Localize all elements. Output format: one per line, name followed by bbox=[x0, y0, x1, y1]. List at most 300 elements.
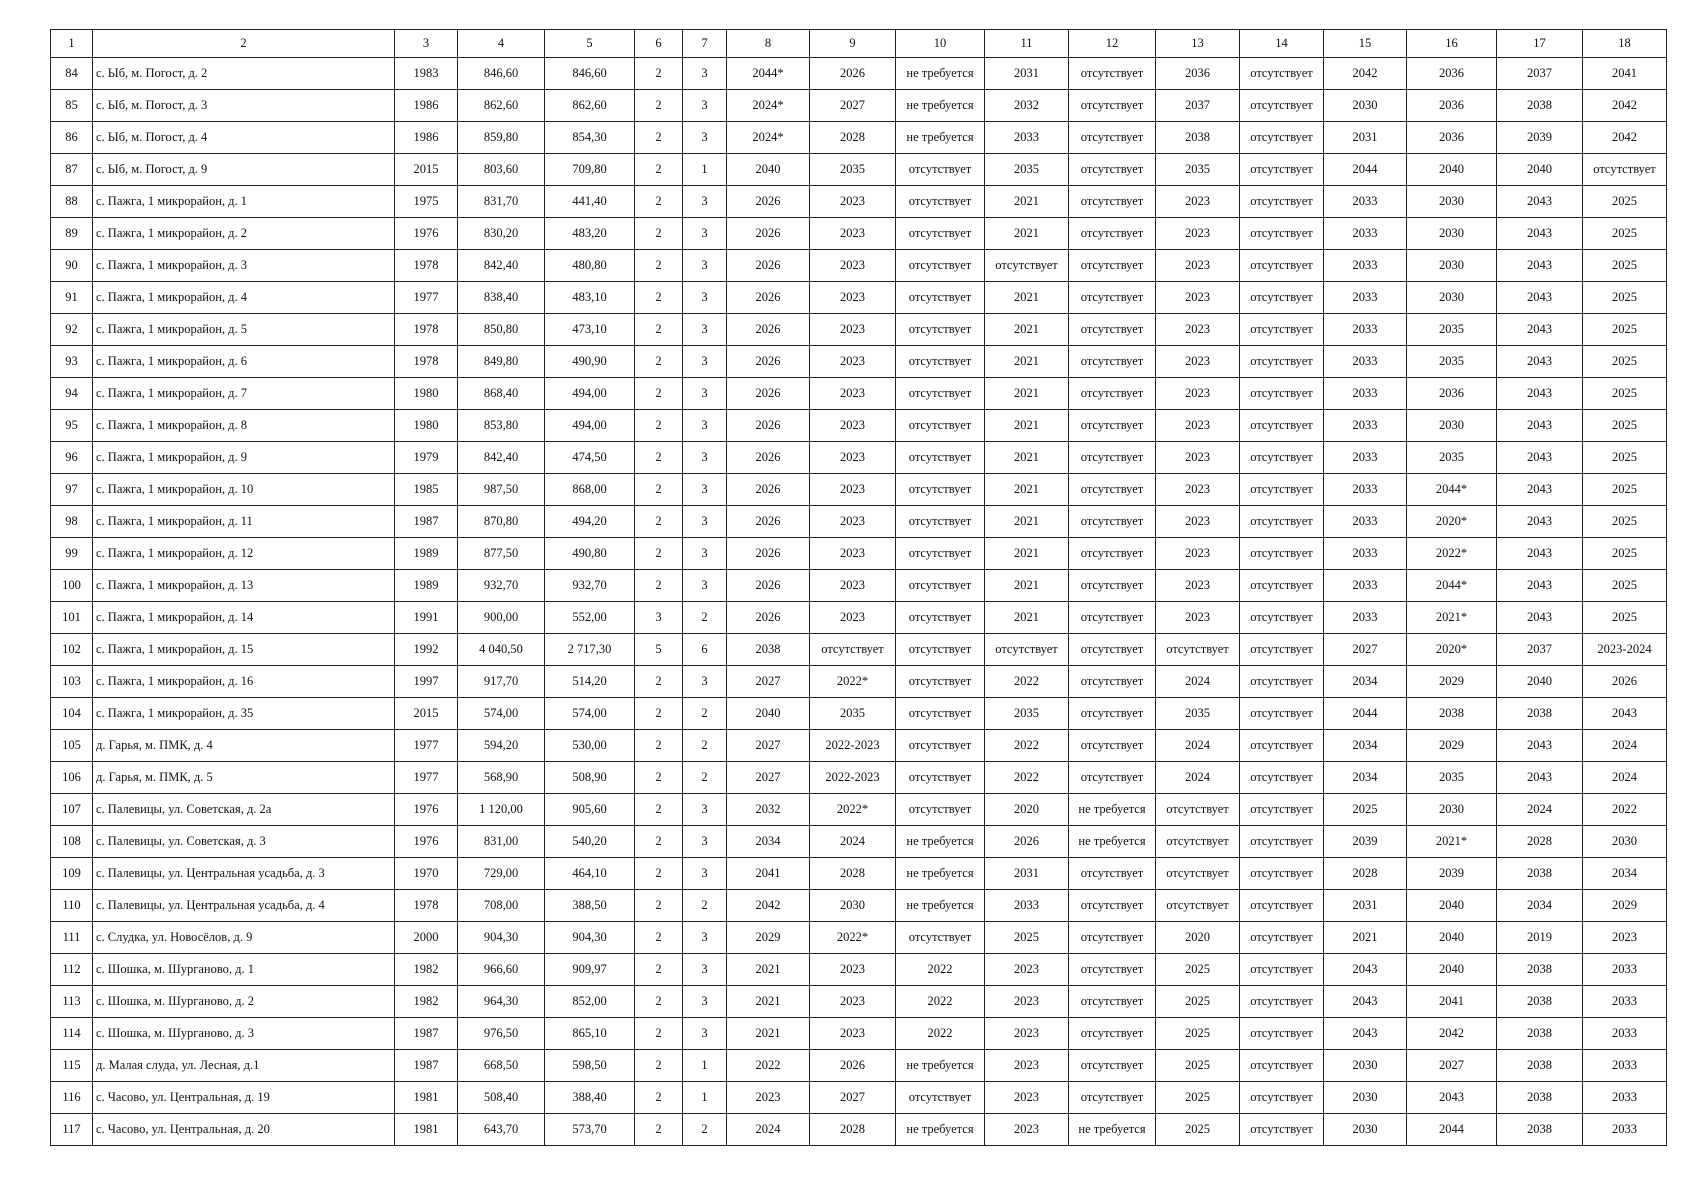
table-cell-col-7: 3 bbox=[683, 90, 727, 122]
table-cell-col-5: 574,00 bbox=[545, 698, 635, 730]
table-row bbox=[51, 442, 1667, 474]
table-cell-col-15: 2030 bbox=[1324, 90, 1407, 122]
table-row bbox=[51, 890, 1667, 922]
table-cell-col-7: 2 bbox=[683, 698, 727, 730]
table-cell-col-18: 2033 bbox=[1583, 1050, 1667, 1082]
table-cell-col-15: 2042 bbox=[1324, 58, 1407, 90]
table-cell-col-12: отсутствует bbox=[1069, 154, 1156, 186]
table-cell-col-15: 2031 bbox=[1324, 122, 1407, 154]
table-cell-col-11: 2023 bbox=[985, 1018, 1069, 1050]
table-cell-col-10: отсутствует bbox=[896, 922, 985, 954]
table-cell-col-3: 1977 bbox=[395, 282, 458, 314]
table-cell-col-10: не требуется bbox=[896, 90, 985, 122]
header-cell-col-14: 14 bbox=[1240, 30, 1324, 58]
table-cell-col-6: 2 bbox=[635, 794, 683, 826]
table-cell-col-14: отсутствует bbox=[1240, 410, 1324, 442]
table-row bbox=[51, 634, 1667, 666]
table-cell-col-15: 2043 bbox=[1324, 954, 1407, 986]
table-cell-col-13: 2025 bbox=[1156, 1018, 1240, 1050]
table-cell-col-8: 2026 bbox=[727, 186, 810, 218]
table-cell-col-15: 2043 bbox=[1324, 1018, 1407, 1050]
table-cell-col-5: 388,50 bbox=[545, 890, 635, 922]
table-cell-col-13: 2023 bbox=[1156, 538, 1240, 570]
table-cell-col-9: 2023 bbox=[810, 218, 896, 250]
table-cell-col-18: 2033 bbox=[1583, 1114, 1667, 1146]
table-cell-col-15: 2030 bbox=[1324, 1082, 1407, 1114]
table-cell-col-7: 3 bbox=[683, 1018, 727, 1050]
table-cell-col-8: 2042 bbox=[727, 890, 810, 922]
table-cell-col-12: отсутствует bbox=[1069, 858, 1156, 890]
table-cell-col-7: 3 bbox=[683, 986, 727, 1018]
table-cell-col-16: 2036 bbox=[1407, 378, 1497, 410]
table-cell-col-9: 2023 bbox=[810, 570, 896, 602]
table-cell-col-18: 2033 bbox=[1583, 1082, 1667, 1114]
table-cell-col-13: 2024 bbox=[1156, 666, 1240, 698]
table-cell-col-18: 2033 bbox=[1583, 986, 1667, 1018]
table-cell-col-5: 480,80 bbox=[545, 250, 635, 282]
table-cell-col-8: 2027 bbox=[727, 762, 810, 794]
table-cell-col-15: 2033 bbox=[1324, 378, 1407, 410]
table-cell-col-6: 2 bbox=[635, 1114, 683, 1146]
table-cell-col-17: 2024 bbox=[1497, 794, 1583, 826]
table-cell-col-7: 3 bbox=[683, 282, 727, 314]
row-number-cell: 100 bbox=[51, 570, 93, 602]
table-cell-col-10: отсутствует bbox=[896, 314, 985, 346]
table-cell-col-17: 2037 bbox=[1497, 58, 1583, 90]
table-cell-col-13: отсутствует bbox=[1156, 890, 1240, 922]
table-row bbox=[51, 666, 1667, 698]
table-cell-col-14: отсутствует bbox=[1240, 602, 1324, 634]
row-number-cell: 85 bbox=[51, 90, 93, 122]
row-number-cell: 86 bbox=[51, 122, 93, 154]
table-cell-col-8: 2026 bbox=[727, 218, 810, 250]
address-cell: с. Пажга, 1 микрорайон, д. 9 bbox=[93, 442, 395, 474]
row-number-cell: 113 bbox=[51, 986, 93, 1018]
table-cell-col-17: 2038 bbox=[1497, 90, 1583, 122]
table-cell-col-5: 388,40 bbox=[545, 1082, 635, 1114]
table-cell-col-9: 2026 bbox=[810, 1050, 896, 1082]
header-cell-col-5: 5 bbox=[545, 30, 635, 58]
table-row bbox=[51, 698, 1667, 730]
address-cell: с. Ыб, м. Погост, д. 2 bbox=[93, 58, 395, 90]
table-cell-col-10: отсутствует bbox=[896, 346, 985, 378]
table-cell-col-4: 850,80 bbox=[458, 314, 545, 346]
table-cell-col-18: 2029 bbox=[1583, 890, 1667, 922]
table-cell-col-16: 2040 bbox=[1407, 890, 1497, 922]
row-number-cell: 107 bbox=[51, 794, 93, 826]
table-cell-col-7: 3 bbox=[683, 570, 727, 602]
table-cell-col-5: 909,97 bbox=[545, 954, 635, 986]
table-cell-col-17: 2043 bbox=[1497, 346, 1583, 378]
table-cell-col-9: 2022-2023 bbox=[810, 730, 896, 762]
table-cell-col-14: отсутствует bbox=[1240, 986, 1324, 1018]
table-cell-col-11: 2021 bbox=[985, 538, 1069, 570]
table-cell-col-18: 2025 bbox=[1583, 538, 1667, 570]
table-cell-col-11: 2021 bbox=[985, 410, 1069, 442]
table-cell-col-9: 2023 bbox=[810, 314, 896, 346]
address-cell: с. Пажга, 1 микрорайон, д. 1 bbox=[93, 186, 395, 218]
table-cell-col-3: 1979 bbox=[395, 442, 458, 474]
table-cell-col-14: отсутствует bbox=[1240, 282, 1324, 314]
table-cell-col-5: 494,00 bbox=[545, 378, 635, 410]
table-cell-col-5: 490,90 bbox=[545, 346, 635, 378]
table-cell-col-9: 2023 bbox=[810, 1018, 896, 1050]
row-number-cell: 99 bbox=[51, 538, 93, 570]
table-cell-col-12: отсутствует bbox=[1069, 954, 1156, 986]
table-cell-col-16: 2029 bbox=[1407, 730, 1497, 762]
table-cell-col-4: 708,00 bbox=[458, 890, 545, 922]
table-cell-col-11: 2021 bbox=[985, 570, 1069, 602]
table-cell-col-7: 3 bbox=[683, 826, 727, 858]
table-cell-col-7: 3 bbox=[683, 250, 727, 282]
table-cell-col-7: 3 bbox=[683, 954, 727, 986]
table-cell-col-8: 2029 bbox=[727, 922, 810, 954]
table-row bbox=[51, 794, 1667, 826]
table-cell-col-8: 2026 bbox=[727, 442, 810, 474]
table-cell-col-14: отсутствует bbox=[1240, 538, 1324, 570]
table-cell-col-3: 1977 bbox=[395, 762, 458, 794]
table-cell-col-14: отсутствует bbox=[1240, 762, 1324, 794]
table-cell-col-18: 2034 bbox=[1583, 858, 1667, 890]
address-cell: с. Палевицы, ул. Советская, д. 2а bbox=[93, 794, 395, 826]
table-cell-col-9: 2028 bbox=[810, 858, 896, 890]
table-cell-col-18: 2025 bbox=[1583, 506, 1667, 538]
row-number-cell: 111 bbox=[51, 922, 93, 954]
table-cell-col-16: 2030 bbox=[1407, 186, 1497, 218]
table-cell-col-7: 2 bbox=[683, 762, 727, 794]
table-cell-col-15: 2033 bbox=[1324, 410, 1407, 442]
table-cell-col-3: 1976 bbox=[395, 218, 458, 250]
table-cell-col-17: 2038 bbox=[1497, 954, 1583, 986]
table-cell-col-18: 2033 bbox=[1583, 954, 1667, 986]
table-cell-col-13: 2036 bbox=[1156, 58, 1240, 90]
table-cell-col-10: отсутствует bbox=[896, 602, 985, 634]
table-row bbox=[51, 538, 1667, 570]
table-cell-col-15: 2033 bbox=[1324, 570, 1407, 602]
table-cell-col-11: 2031 bbox=[985, 858, 1069, 890]
table-cell-col-5: 905,60 bbox=[545, 794, 635, 826]
table-cell-col-8: 2026 bbox=[727, 506, 810, 538]
address-cell: с. Пажга, 1 микрорайон, д. 6 bbox=[93, 346, 395, 378]
table-cell-col-8: 2040 bbox=[727, 698, 810, 730]
table-cell-col-18: 2025 bbox=[1583, 282, 1667, 314]
table-cell-col-14: отсутствует bbox=[1240, 186, 1324, 218]
table-cell-col-17: 2043 bbox=[1497, 442, 1583, 474]
table-cell-col-18: 2023 bbox=[1583, 922, 1667, 954]
address-cell: с. Ыб, м. Погост, д. 9 bbox=[93, 154, 395, 186]
table-cell-col-5: 530,00 bbox=[545, 730, 635, 762]
table-cell-col-13: 2035 bbox=[1156, 698, 1240, 730]
table-cell-col-6: 2 bbox=[635, 858, 683, 890]
table-cell-col-8: 2021 bbox=[727, 1018, 810, 1050]
table-cell-col-12: отсутствует bbox=[1069, 1050, 1156, 1082]
table-cell-col-17: 2043 bbox=[1497, 282, 1583, 314]
table-cell-col-17: 2028 bbox=[1497, 826, 1583, 858]
table-cell-col-4: 966,60 bbox=[458, 954, 545, 986]
table-cell-col-10: не требуется bbox=[896, 858, 985, 890]
table-row bbox=[51, 1018, 1667, 1050]
table-cell-col-18: 2026 bbox=[1583, 666, 1667, 698]
table-cell-col-6: 2 bbox=[635, 90, 683, 122]
table-cell-col-17: 2019 bbox=[1497, 922, 1583, 954]
address-cell: с. Ыб, м. Погост, д. 3 bbox=[93, 90, 395, 122]
table-cell-col-10: не требуется bbox=[896, 122, 985, 154]
table-cell-col-3: 1981 bbox=[395, 1082, 458, 1114]
table-cell-col-3: 1983 bbox=[395, 58, 458, 90]
table-cell-col-5: 846,60 bbox=[545, 58, 635, 90]
table-cell-col-11: 2023 bbox=[985, 1050, 1069, 1082]
table-cell-col-17: 2043 bbox=[1497, 538, 1583, 570]
row-number-cell: 112 bbox=[51, 954, 93, 986]
table-cell-col-4: 668,50 bbox=[458, 1050, 545, 1082]
table-cell-col-8: 2023 bbox=[727, 1082, 810, 1114]
table-cell-col-10: отсутствует bbox=[896, 538, 985, 570]
table-cell-col-9: 2023 bbox=[810, 186, 896, 218]
header-cell-col-13: 13 bbox=[1156, 30, 1240, 58]
table-cell-col-8: 2026 bbox=[727, 538, 810, 570]
table-cell-col-14: отсутствует bbox=[1240, 570, 1324, 602]
table-cell-col-11: 2021 bbox=[985, 346, 1069, 378]
table-cell-col-18: 2024 bbox=[1583, 730, 1667, 762]
table-cell-col-15: 2033 bbox=[1324, 602, 1407, 634]
header-cell-col-2: 2 bbox=[93, 30, 395, 58]
table-cell-col-14: отсутствует bbox=[1240, 794, 1324, 826]
table-cell-col-11: 2021 bbox=[985, 218, 1069, 250]
table-cell-col-17: 2043 bbox=[1497, 506, 1583, 538]
table-cell-col-5: 709,80 bbox=[545, 154, 635, 186]
table-cell-col-6: 2 bbox=[635, 250, 683, 282]
row-number-cell: 106 bbox=[51, 762, 93, 794]
table-cell-col-18: 2025 bbox=[1583, 410, 1667, 442]
table-cell-col-6: 2 bbox=[635, 506, 683, 538]
table-cell-col-15: 2033 bbox=[1324, 218, 1407, 250]
table-row bbox=[51, 730, 1667, 762]
table-cell-col-3: 1980 bbox=[395, 378, 458, 410]
table-cell-col-10: не требуется bbox=[896, 826, 985, 858]
table-cell-col-17: 2043 bbox=[1497, 186, 1583, 218]
table-cell-col-11: 2035 bbox=[985, 698, 1069, 730]
table-cell-col-8: 2026 bbox=[727, 410, 810, 442]
table-cell-col-7: 2 bbox=[683, 602, 727, 634]
table-cell-col-10: отсутствует bbox=[896, 506, 985, 538]
table-cell-col-18: 2025 bbox=[1583, 570, 1667, 602]
table-cell-col-3: 2000 bbox=[395, 922, 458, 954]
table-cell-col-7: 3 bbox=[683, 186, 727, 218]
address-cell: с. Пажга, 1 микрорайон, д. 14 bbox=[93, 602, 395, 634]
table-cell-col-16: 2022* bbox=[1407, 538, 1497, 570]
address-cell: с. Пажга, 1 микрорайон, д. 2 bbox=[93, 218, 395, 250]
table-cell-col-6: 2 bbox=[635, 730, 683, 762]
table-cell-col-13: 2023 bbox=[1156, 602, 1240, 634]
header-cell-col-6: 6 bbox=[635, 30, 683, 58]
table-row bbox=[51, 410, 1667, 442]
header-cell-col-4: 4 bbox=[458, 30, 545, 58]
table-cell-col-9: 2023 bbox=[810, 410, 896, 442]
table-cell-col-10: не требуется bbox=[896, 890, 985, 922]
table-cell-col-4: 729,00 bbox=[458, 858, 545, 890]
table-cell-col-4: 594,20 bbox=[458, 730, 545, 762]
table-cell-col-11: 2033 bbox=[985, 122, 1069, 154]
table-cell-col-12: отсутствует bbox=[1069, 282, 1156, 314]
table-row bbox=[51, 1050, 1667, 1082]
table-cell-col-4: 859,80 bbox=[458, 122, 545, 154]
table-cell-col-13: 2025 bbox=[1156, 1050, 1240, 1082]
table-cell-col-11: 2022 bbox=[985, 762, 1069, 794]
table-cell-col-4: 900,00 bbox=[458, 602, 545, 634]
table-cell-col-14: отсутствует bbox=[1240, 90, 1324, 122]
table-cell-col-9: 2023 bbox=[810, 986, 896, 1018]
table-cell-col-6: 2 bbox=[635, 346, 683, 378]
table-cell-col-5: 508,90 bbox=[545, 762, 635, 794]
table-cell-col-12: отсутствует bbox=[1069, 698, 1156, 730]
table-cell-col-10: отсутствует bbox=[896, 698, 985, 730]
table-cell-col-16: 2027 bbox=[1407, 1050, 1497, 1082]
row-number-cell: 109 bbox=[51, 858, 93, 890]
table-cell-col-10: отсутствует bbox=[896, 570, 985, 602]
table-cell-col-3: 1987 bbox=[395, 1050, 458, 1082]
table-cell-col-13: отсутствует bbox=[1156, 794, 1240, 826]
table-cell-col-4: 831,00 bbox=[458, 826, 545, 858]
table-cell-col-10: отсутствует bbox=[896, 410, 985, 442]
table-cell-col-18: отсутствует bbox=[1583, 154, 1667, 186]
table-cell-col-17: 2043 bbox=[1497, 410, 1583, 442]
table-cell-col-10: отсутствует bbox=[896, 250, 985, 282]
table-cell-col-5: 483,20 bbox=[545, 218, 635, 250]
table-cell-col-9: 2024 bbox=[810, 826, 896, 858]
table-cell-col-8: 2038 bbox=[727, 634, 810, 666]
address-cell: с. Пажга, 1 микрорайон, д. 13 bbox=[93, 570, 395, 602]
table-cell-col-9: 2022-2023 bbox=[810, 762, 896, 794]
table-cell-col-7: 3 bbox=[683, 474, 727, 506]
table-cell-col-12: отсутствует bbox=[1069, 730, 1156, 762]
table-cell-col-14: отсутствует bbox=[1240, 346, 1324, 378]
table-cell-col-10: отсутствует bbox=[896, 794, 985, 826]
table-cell-col-16: 2043 bbox=[1407, 1082, 1497, 1114]
address-cell: с. Палевицы, ул. Советская, д. 3 bbox=[93, 826, 395, 858]
table-cell-col-7: 2 bbox=[683, 890, 727, 922]
table-cell-col-12: отсутствует bbox=[1069, 666, 1156, 698]
table-cell-col-16: 2029 bbox=[1407, 666, 1497, 698]
table-cell-col-16: 2039 bbox=[1407, 858, 1497, 890]
table-cell-col-7: 2 bbox=[683, 1114, 727, 1146]
table-cell-col-17: 2038 bbox=[1497, 858, 1583, 890]
table-cell-col-7: 1 bbox=[683, 1082, 727, 1114]
table-cell-col-13: 2023 bbox=[1156, 250, 1240, 282]
header-cell-col-17: 17 bbox=[1497, 30, 1583, 58]
table-cell-col-14: отсутствует bbox=[1240, 858, 1324, 890]
table-row bbox=[51, 986, 1667, 1018]
table-cell-col-12: отсутствует bbox=[1069, 346, 1156, 378]
table-row bbox=[51, 90, 1667, 122]
table-cell-col-12: отсутствует bbox=[1069, 602, 1156, 634]
table-cell-col-5: 865,10 bbox=[545, 1018, 635, 1050]
table-cell-col-17: 2034 bbox=[1497, 890, 1583, 922]
table-cell-col-17: 2043 bbox=[1497, 602, 1583, 634]
table-cell-col-5: 573,70 bbox=[545, 1114, 635, 1146]
address-cell: д. Гарья, м. ПМК, д. 5 bbox=[93, 762, 395, 794]
table-cell-col-17: 2038 bbox=[1497, 986, 1583, 1018]
table-cell-col-3: 1980 bbox=[395, 410, 458, 442]
table-cell-col-12: отсутствует bbox=[1069, 762, 1156, 794]
table-cell-col-4: 574,00 bbox=[458, 698, 545, 730]
table-cell-col-6: 2 bbox=[635, 762, 683, 794]
table-cell-col-6: 2 bbox=[635, 474, 683, 506]
table-cell-col-18: 2023-2024 bbox=[1583, 634, 1667, 666]
table-cell-col-9: 2023 bbox=[810, 474, 896, 506]
table-cell-col-5: 514,20 bbox=[545, 666, 635, 698]
table-cell-col-4: 568,90 bbox=[458, 762, 545, 794]
table-cell-col-15: 2044 bbox=[1324, 698, 1407, 730]
table-cell-col-14: отсутствует bbox=[1240, 1082, 1324, 1114]
table-cell-col-6: 2 bbox=[635, 442, 683, 474]
table-cell-col-8: 2024 bbox=[727, 1114, 810, 1146]
table-cell-col-3: 1982 bbox=[395, 986, 458, 1018]
table-cell-col-6: 2 bbox=[635, 666, 683, 698]
table-cell-col-5: 494,00 bbox=[545, 410, 635, 442]
table-cell-col-10: отсутствует bbox=[896, 1082, 985, 1114]
table-cell-col-3: 1975 bbox=[395, 186, 458, 218]
table-cell-col-12: отсутствует bbox=[1069, 1018, 1156, 1050]
header-cell-col-10: 10 bbox=[896, 30, 985, 58]
table-cell-col-14: отсутствует bbox=[1240, 634, 1324, 666]
table-cell-col-8: 2024* bbox=[727, 122, 810, 154]
table-cell-col-17: 2043 bbox=[1497, 730, 1583, 762]
table-cell-col-14: отсутствует bbox=[1240, 954, 1324, 986]
table-cell-col-9: 2027 bbox=[810, 1082, 896, 1114]
header-cell-col-12: 12 bbox=[1069, 30, 1156, 58]
table-cell-col-7: 3 bbox=[683, 378, 727, 410]
table-cell-col-7: 3 bbox=[683, 442, 727, 474]
table-cell-col-13: 2035 bbox=[1156, 154, 1240, 186]
table-cell-col-16: 2021* bbox=[1407, 826, 1497, 858]
table-cell-col-13: 2025 bbox=[1156, 1082, 1240, 1114]
table-cell-col-6: 2 bbox=[635, 58, 683, 90]
table-cell-col-15: 2027 bbox=[1324, 634, 1407, 666]
table-cell-col-14: отсутствует bbox=[1240, 922, 1324, 954]
table-cell-col-4: 508,40 bbox=[458, 1082, 545, 1114]
table-cell-col-5: 494,20 bbox=[545, 506, 635, 538]
table-cell-col-13: 2023 bbox=[1156, 282, 1240, 314]
table-cell-col-4: 904,30 bbox=[458, 922, 545, 954]
table-cell-col-12: отсутствует bbox=[1069, 986, 1156, 1018]
table-cell-col-16: 2030 bbox=[1407, 218, 1497, 250]
table-cell-col-11: 2020 bbox=[985, 794, 1069, 826]
address-cell: с. Шошка, м. Шурганово, д. 3 bbox=[93, 1018, 395, 1050]
address-cell: с. Пажга, 1 микрорайон, д. 11 bbox=[93, 506, 395, 538]
table-cell-col-4: 842,40 bbox=[458, 442, 545, 474]
table-cell-col-5: 473,10 bbox=[545, 314, 635, 346]
table-cell-col-16: 2036 bbox=[1407, 58, 1497, 90]
table-cell-col-8: 2026 bbox=[727, 474, 810, 506]
table-cell-col-10: 2022 bbox=[896, 954, 985, 986]
table-cell-col-9: 2023 bbox=[810, 538, 896, 570]
table-cell-col-8: 2027 bbox=[727, 730, 810, 762]
table-cell-col-15: 2043 bbox=[1324, 986, 1407, 1018]
table-cell-col-8: 2026 bbox=[727, 314, 810, 346]
table-cell-col-13: 2023 bbox=[1156, 218, 1240, 250]
header-row bbox=[51, 30, 1667, 58]
table-cell-col-14: отсутствует bbox=[1240, 250, 1324, 282]
table-cell-col-18: 2025 bbox=[1583, 186, 1667, 218]
table-cell-col-17: 2038 bbox=[1497, 1114, 1583, 1146]
header-cell-col-3: 3 bbox=[395, 30, 458, 58]
row-number-cell: 101 bbox=[51, 602, 93, 634]
row-number-cell: 89 bbox=[51, 218, 93, 250]
table-cell-col-12: отсутствует bbox=[1069, 474, 1156, 506]
table-cell-col-8: 2041 bbox=[727, 858, 810, 890]
table-cell-col-15: 2034 bbox=[1324, 666, 1407, 698]
table-cell-col-6: 2 bbox=[635, 826, 683, 858]
